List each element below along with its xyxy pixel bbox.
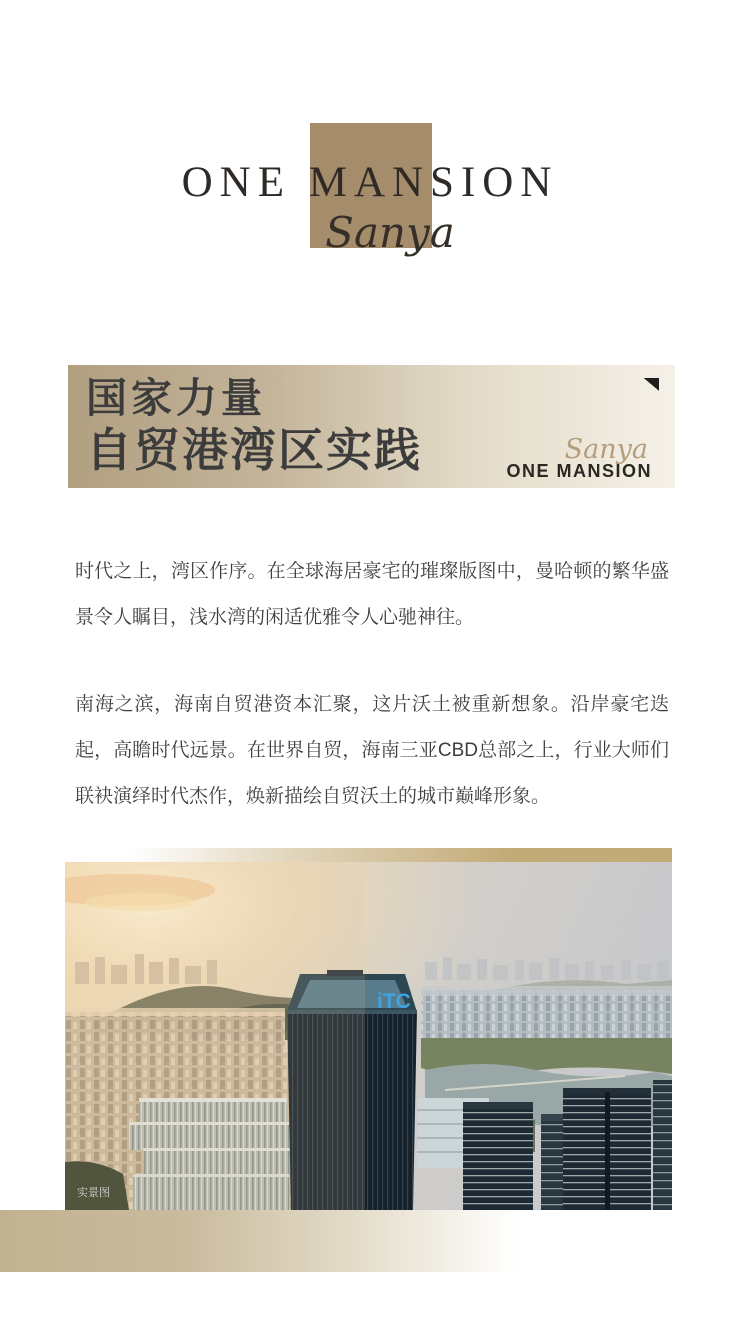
body-paragraph-1: 时代之上，湾区作序。在全球海居豪宅的璀璨版图中，曼哈顿的繁华盛景令人瞩目，浅水湾的闲适优雅令人心驰神往。 [75,561,669,628]
bottom-gold-bar [0,1210,740,1272]
brand-logo-script: Sanya [325,208,455,257]
brand-logo-wordmark: ONE MANSION [181,159,559,206]
banner-title-line2: 自贸港湾区实践 [86,424,422,476]
banner-titles [86,373,422,478]
banner-brand-logo [506,434,652,481]
banner-logo-script: Sanya [564,434,648,465]
photo-caption: 实景图 [77,1187,110,1199]
tower-sign-itc: iTC [377,990,411,1013]
banner-title-line1: 国家力量 [86,375,266,421]
body-paragraph-2: 南海之滨，海南自贸港资本汇聚，这片沃土被重新想象。沿岸豪宅迭起，高瞻时代远景。在世界自贸，海南三亚CBD总部之上，行业大师们联袂演绎时代杰作，焕新描绘自贸沃土的城市巅峰形象。 [75,694,669,807]
city-aerial-photo [65,862,672,1210]
banner-logo-text: ONE MANSION [506,461,652,481]
quote-corner-mark-icon [642,378,659,392]
gold-accent-strip [130,848,672,862]
section-banner [68,365,675,488]
city-aerial-photo-svg [65,862,672,1210]
